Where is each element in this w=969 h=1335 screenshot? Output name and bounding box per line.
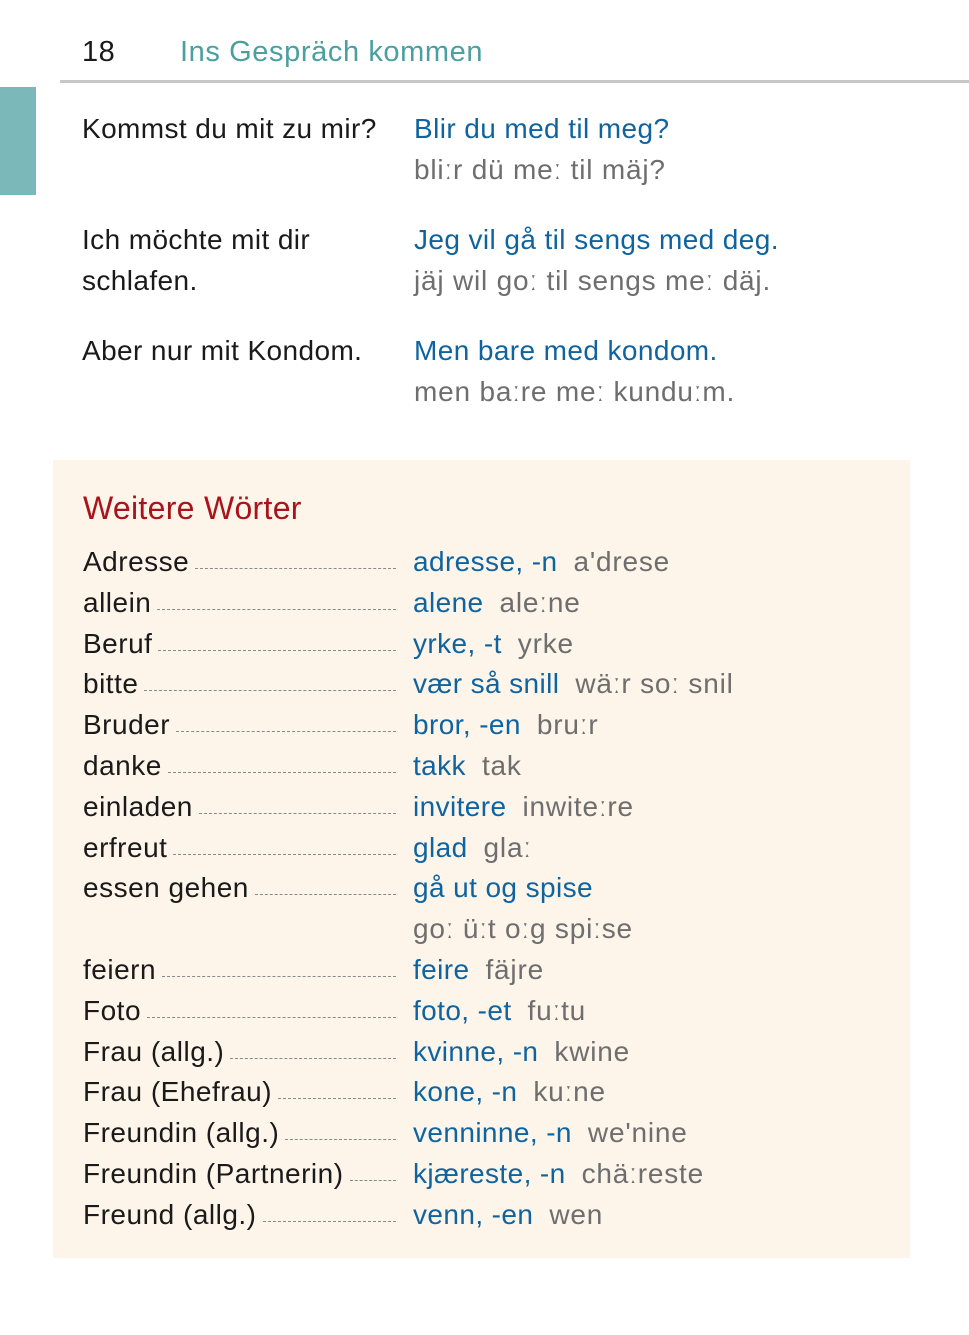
vocab-pronunciation: bruːr [536,709,599,741]
phrase-german: Aber nur mit Kondom. [82,335,363,366]
vocab-german: Frau (Ehefrau) [83,1076,273,1108]
vocab-pronunciation: we'nine [587,1117,688,1149]
vocab-norwegian: venninne, -n [413,1117,572,1149]
phrase-translation [414,219,882,301]
phrase-norwegian: Jeg vil gå til sengs med deg. [414,224,779,255]
vocab-german: allein [83,586,152,618]
dotted-leader [285,1138,396,1140]
vocab-pronunciation: fäjre [485,953,544,985]
vocab-german: Beruf [83,627,153,659]
vocab-pronunciation: wen [549,1198,604,1230]
vocab-entry [83,954,883,995]
vocab-norwegian: invitere [413,790,507,822]
vocab-norwegian: alene [413,586,484,618]
vocab-entry [83,1076,883,1117]
dotted-leader [278,1097,396,1099]
vocab-norwegian: vær så snill [413,668,560,700]
phrase-translation [414,330,882,412]
dotted-leader [144,689,396,691]
vocab-pronunciation: wäːr soː snil [575,668,734,700]
phrase-pronunciation: jäj wil goː til sengs meː däj. [414,265,772,296]
vocab-german: Freundin (Partnerin) [83,1157,344,1189]
vocab-entry [83,832,883,873]
chapter-side-tab [0,87,36,195]
vocab-german: Foto [83,994,142,1026]
vocab-pronunciation: kuːne [533,1076,606,1108]
vocab-entry [83,1158,883,1199]
phrase-pronunciation: bliːr dü meː til mäj? [414,154,666,185]
vocab-entry [83,791,883,832]
chapter-title: Ins Gespräch kommen [180,36,484,68]
vocab-norwegian: foto, -et [413,994,512,1026]
vocab-german: Bruder [83,709,171,741]
phrase-norwegian: Men bare med kondom. [414,335,718,366]
vocab-pronunciation: tak [481,749,522,781]
vocab-pronunciation: kwine [554,1035,630,1067]
vocab-german: danke [83,749,162,781]
phrase-item [82,219,882,301]
phrase-item [82,330,882,412]
dotted-leader [263,1220,396,1222]
dotted-leader [147,1016,396,1018]
vocab-entry [83,709,883,750]
vocab-pronunciation: chäːreste [581,1157,704,1189]
header-divider [60,80,969,83]
vocab-pronunciation: fuːtu [527,994,587,1026]
dotted-leader [157,608,396,610]
phrase-list [82,108,882,441]
vocab-entry [83,1117,883,1158]
vocab-german: feiern [83,953,157,985]
vocab-entry [83,1199,883,1240]
vocab-german: Freundin (allg.) [83,1117,280,1149]
vocab-pronunciation: inwiteːre [522,790,634,822]
vocab-pronunciation: goː üːt oːg spiːse [413,913,633,945]
vocab-german: erfreut [83,831,168,863]
vocab-norwegian: gå ut og spise [413,872,593,904]
phrase-translation [414,108,882,190]
vocab-german: Freund (allg.) [83,1198,257,1230]
vocab-german: Frau (allg.) [83,1035,225,1067]
vocab-pronunciation: glaː [483,831,532,863]
dotted-leader [255,893,396,895]
vocab-german: einladen [83,790,193,822]
dotted-leader [158,649,396,651]
phrase-german: Kommst du mit zu mir? [82,113,377,144]
vocab-norwegian: bror, -en [413,709,521,741]
dotted-leader [350,1179,396,1181]
phrase-norwegian: Blir du med til meg? [414,113,670,144]
vocab-norwegian: kjæreste, -n [413,1157,566,1189]
vocab-entry [83,668,883,709]
dotted-leader [230,1057,396,1059]
vocab-pronunciation: a'drese [573,546,671,577]
vocab-list [83,546,883,1240]
dotted-leader [168,771,396,773]
vocab-title: Weitere Wörter [83,490,302,526]
vocab-norwegian: yrke, -t [413,627,502,659]
vocab-norwegian: kvinne, -n [413,1035,539,1067]
vocab-norwegian: glad [413,831,468,863]
phrase-item [82,108,882,190]
vocab-norwegian: takk [413,749,466,781]
dotted-leader [162,975,396,977]
vocab-entry [83,872,883,913]
vocab-pronunciation: yrke [517,627,574,659]
dotted-leader [176,730,396,732]
dotted-leader [173,853,396,855]
vocab-german: essen gehen [83,872,249,904]
vocab-entry [83,1036,883,1077]
vocab-entry [83,750,883,791]
vocab-entry [83,546,883,587]
page-number: 18 [82,36,116,68]
vocab-entry [83,587,883,628]
vocab-pronunciation: aleːne [499,586,581,618]
vocab-entry-continuation [83,913,883,954]
vocab-german: bitte [83,668,139,700]
vocab-entry [83,628,883,669]
dotted-leader [195,567,396,569]
phrase-german: Ich möchte mit dir schlafen. [82,224,311,296]
vocab-norwegian: kone, -n [413,1076,518,1108]
dotted-leader [199,812,396,814]
vocab-norwegian: feire [413,953,470,985]
vocab-box [53,460,910,1258]
phrase-pronunciation: men baːre meː kunduːm. [414,376,736,407]
vocab-german: Adresse [83,546,190,577]
vocab-entry [83,995,883,1036]
vocab-norwegian: venn, -en [413,1198,534,1230]
vocab-norwegian: adresse, -n [413,546,558,577]
